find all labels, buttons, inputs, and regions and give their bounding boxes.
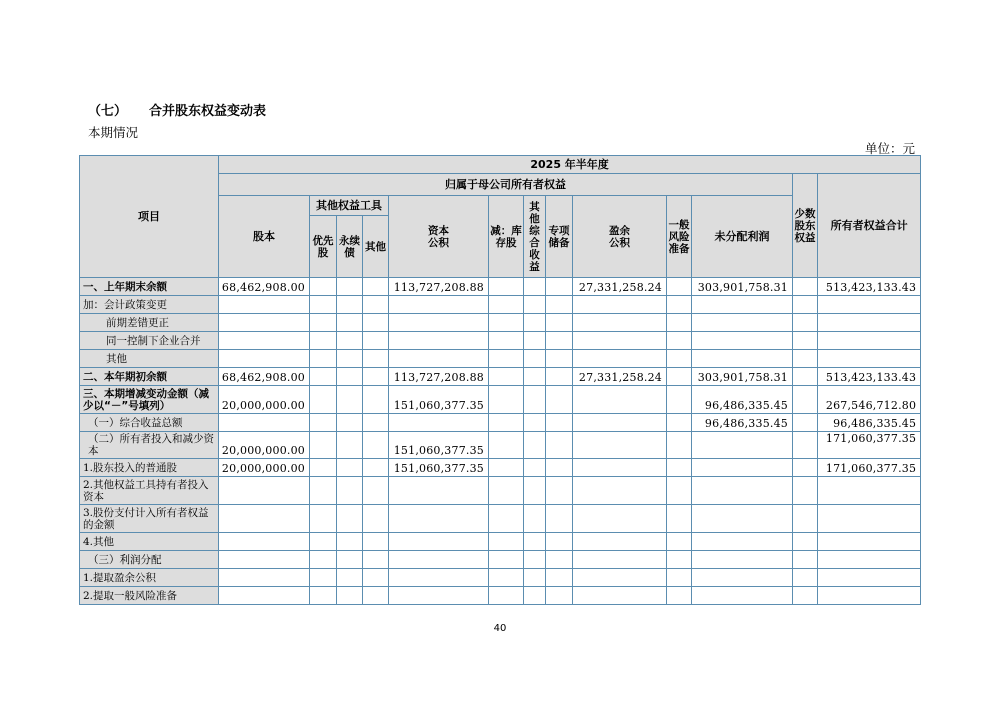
header-preferred — [310, 216, 337, 278]
cell-surplus-reserve: 27,331,258.24 — [573, 368, 667, 386]
header-general-risk — [667, 196, 692, 278]
row-label: 同一控制下企业合并 — [80, 332, 219, 350]
row-label: 2.其他权益工具持有者投入资本 — [80, 477, 219, 505]
header-capital-reserve-text: 资本公积 — [428, 224, 449, 249]
page-number: 40 — [493, 623, 507, 634]
cell-minority — [793, 278, 818, 296]
cell-undistributed: 303,901,758.31 — [692, 368, 793, 386]
cell-preferred — [310, 278, 337, 296]
header-period: 2025 年半年度 — [219, 156, 921, 174]
cell-capital-reserve: 151,060,377.35 — [389, 432, 489, 459]
cell-undistributed: 96,486,335.45 — [692, 414, 793, 432]
cell-other — [363, 278, 389, 296]
cell-capital-reserve: 113,727,208.88 — [389, 278, 489, 296]
row-label: 三、本期增减变动金额（减少以“－”号填列） — [80, 386, 219, 414]
row-label: 其他 — [80, 350, 219, 368]
cell-share-capital: 68,462,908.00 — [219, 368, 310, 386]
section-title-text: 合并股东权益变动表 — [149, 104, 267, 119]
header-perpetual-text: 永续债 — [339, 234, 360, 259]
cell-total: 96,486,335.45 — [818, 414, 921, 432]
row-label: 2.提取一般风险准备 — [80, 587, 219, 605]
row-label: 3.股份支付计入所有者权益的金额 — [80, 505, 219, 533]
cell-capital-reserve: 113,727,208.88 — [389, 368, 489, 386]
row-label: 一、上年期末余额 — [80, 278, 219, 296]
header-minority-text: 少数股东权益 — [794, 207, 816, 244]
row-label: 4.其他 — [80, 533, 219, 551]
header-special-reserve-text: 专项储备 — [548, 224, 570, 249]
row-label: 1.提取盈余公积 — [80, 569, 219, 587]
header-other — [363, 216, 389, 278]
cell-share-capital: 20,000,000.00 — [219, 386, 310, 414]
cell-total: 513,423,133.43 — [818, 278, 921, 296]
row-label: 1.股东投入的普通股 — [80, 459, 219, 477]
table-row — [80, 587, 921, 605]
header-minority — [793, 174, 818, 278]
header-surplus-reserve — [573, 196, 667, 278]
header-capital-reserve — [389, 196, 489, 278]
cell-surplus-reserve: 27,331,258.24 — [573, 278, 667, 296]
table-row — [80, 477, 921, 505]
table-row — [80, 432, 921, 459]
cell-share-capital: 68,462,908.00 — [219, 278, 310, 296]
unit-label: 单位：元 — [864, 141, 915, 156]
cell-capital-reserve: 151,060,377.35 — [389, 459, 489, 477]
header-share-capital: 股本 — [219, 196, 310, 278]
cell-treasury — [489, 278, 524, 296]
cell-share-capital: 20,000,000.00 — [219, 459, 310, 477]
table-row — [80, 459, 921, 477]
row-label: 加：会计政策变更 — [80, 296, 219, 314]
header-item: 项目 — [80, 156, 219, 278]
table-row — [80, 314, 921, 332]
header-preferred-text: 优先股 — [312, 234, 334, 259]
row-label: （三）利润分配 — [80, 551, 219, 569]
table-row — [80, 332, 921, 350]
cell-total: 171,060,377.35 — [818, 459, 921, 477]
table-row — [80, 296, 921, 314]
cell-undistributed: 303,901,758.31 — [692, 278, 793, 296]
equity-change-table — [79, 155, 921, 605]
cell-oci — [524, 278, 546, 296]
row-label: 前期差错更正 — [80, 314, 219, 332]
table-row — [80, 350, 921, 368]
row-label: 二、本年期初余额 — [80, 368, 219, 386]
header-total: 所有者权益合计 — [818, 174, 921, 278]
subtitle: 本期情况 — [88, 125, 139, 140]
cell-perpetual — [337, 278, 363, 296]
section-number: （七） — [88, 104, 128, 119]
header-treasury — [489, 196, 524, 278]
section-title — [88, 100, 266, 119]
header-other-text: 其他 — [365, 240, 386, 253]
row-label: （一）综合收益总额 — [80, 414, 219, 432]
table-row — [80, 505, 921, 533]
table-row — [80, 386, 921, 414]
table-row — [80, 368, 921, 386]
header-oci — [524, 196, 546, 278]
cell-special-reserve — [546, 278, 573, 296]
header-oci-text: 其他综合收益 — [529, 200, 540, 273]
header-perpetual — [337, 216, 363, 278]
cell-total: 171,060,377.35 — [818, 432, 921, 459]
cell-share-capital: 20,000,000.00 — [219, 432, 310, 459]
cell-capital-reserve: 151,060,377.35 — [389, 386, 489, 414]
header-parent-equity: 归属于母公司所有者权益 — [219, 174, 793, 196]
table-row — [80, 569, 921, 587]
header-undistributed: 未分配利润 — [692, 196, 793, 278]
header-special-reserve — [546, 196, 573, 278]
table-row — [80, 414, 921, 432]
table-row — [80, 278, 921, 296]
row-label: （二）所有者投入和减少资本 — [80, 432, 219, 459]
cell-total: 267,546,712.80 — [818, 386, 921, 414]
table-row — [80, 533, 921, 551]
header-surplus-reserve-text: 盈余公积 — [609, 224, 630, 249]
cell-general-risk — [667, 278, 692, 296]
cell-undistributed: 96,486,335.45 — [692, 386, 793, 414]
header-general-risk-text: 一般风险准备 — [668, 218, 690, 255]
header-other-equity-tools: 其他权益工具 — [310, 196, 389, 216]
table-row — [80, 551, 921, 569]
header-treasury-text: 减：库存股 — [490, 224, 522, 249]
cell-total: 513,423,133.43 — [818, 368, 921, 386]
